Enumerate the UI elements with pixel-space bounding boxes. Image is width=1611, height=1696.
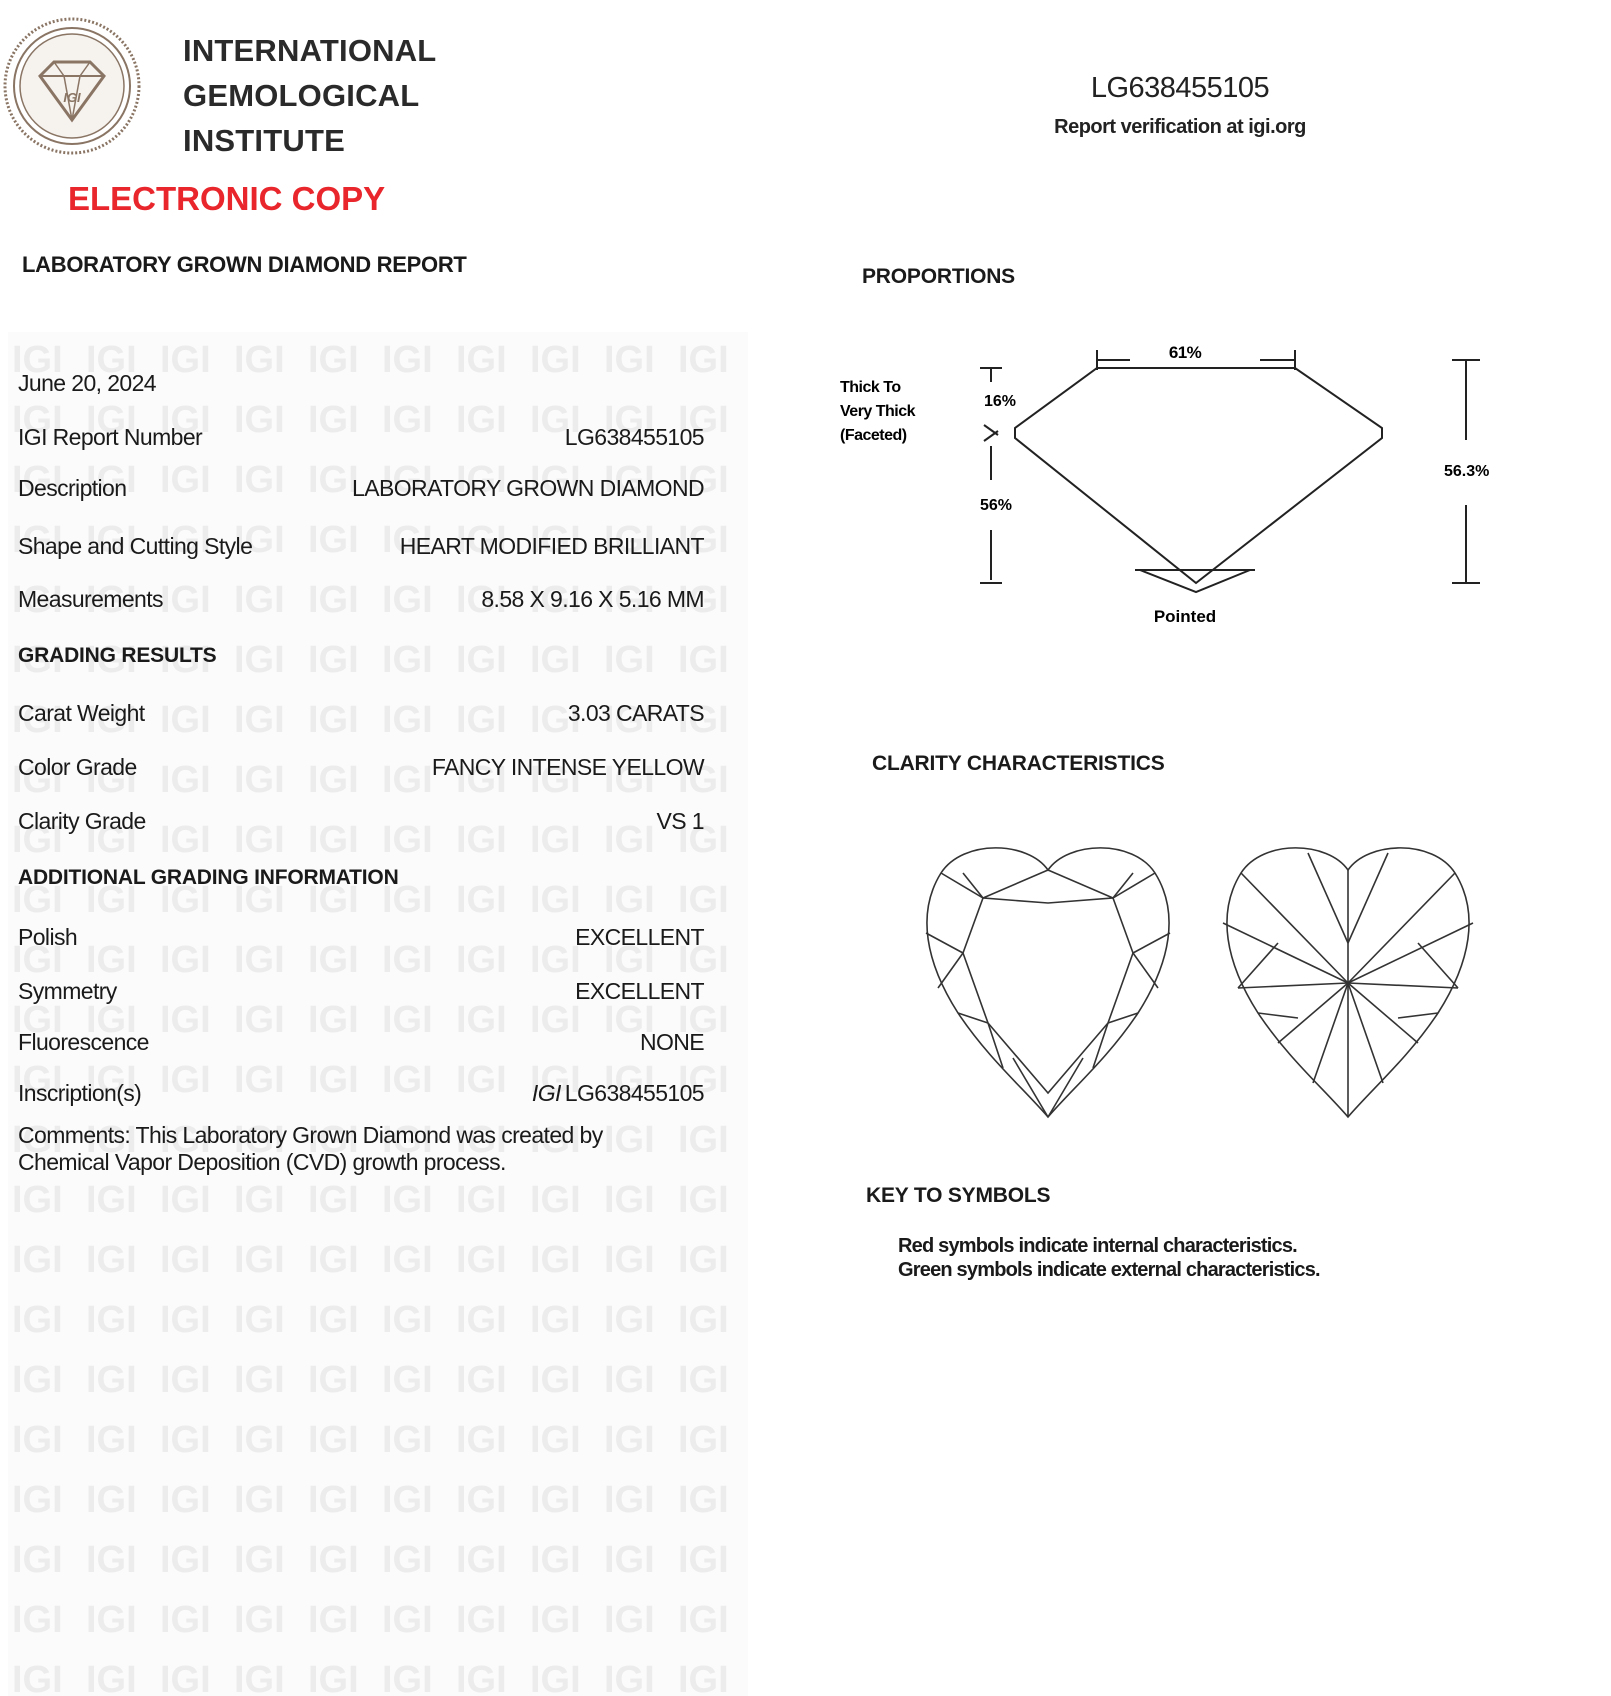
field-row-measurements [18, 586, 704, 620]
field-row-fluorescence [18, 1029, 704, 1063]
key-to-symbols-text [898, 1234, 1320, 1282]
field-label: Clarity Grade [18, 808, 146, 834]
institute-line-3: INSTITUTE [183, 123, 345, 158]
field-row-polish [18, 924, 704, 958]
field-value: FANCY INTENSE YELLOW [431, 754, 704, 780]
field-value: EXCELLENT [575, 924, 704, 950]
field-value: EXCELLENT [575, 978, 704, 1004]
field-label: Description [18, 475, 127, 501]
report-title: LABORATORY GROWN DIAMOND REPORT [22, 252, 467, 277]
field-row-clarity-grade [18, 808, 704, 842]
key-to-symbols-heading: KEY TO SYMBOLS [866, 1184, 1051, 1207]
field-value: LG638455105 [564, 424, 704, 450]
field-value: LABORATORY GROWN DIAMOND [352, 475, 704, 501]
field-label: Shape and Cutting Style [18, 533, 253, 559]
total-depth-percent: 56.3% [1444, 463, 1490, 480]
culet-label: Pointed [1153, 607, 1217, 626]
institute-name [183, 28, 436, 163]
igi-inscription-logo: IGI [531, 1080, 561, 1106]
table-percent: 61% [1168, 343, 1202, 362]
key-line-green: Green symbols indicate external characteristics. [898, 1259, 1320, 1281]
field-label: Symmetry [18, 978, 117, 1004]
field-label: Fluorescence [18, 1029, 149, 1055]
field-row-carat-weight [18, 700, 704, 734]
report-date-row [18, 370, 704, 404]
additional-grading-heading: ADDITIONAL GRADING INFORMATION [18, 866, 399, 889]
electronic-copy-label: ELECTRONIC COPY [68, 180, 386, 217]
clarity-characteristics-heading: CLARITY CHARACTERISTICS [872, 752, 1165, 775]
field-label: Carat Weight [18, 700, 145, 726]
grading-results-heading: GRADING RESULTS [18, 644, 217, 667]
field-value: NONE [639, 1029, 704, 1055]
girdle-line-3: (Faceted) [840, 427, 907, 444]
field-label: Polish [18, 924, 78, 950]
field-label: Inscription(s) [18, 1080, 142, 1106]
field-label: Measurements [18, 586, 163, 612]
field-value: 3.03 CARATS [567, 700, 704, 726]
proportions-heading: PROPORTIONS [862, 265, 1015, 288]
report-number-top: LG638455105 [1090, 72, 1270, 104]
crown-height-percent: 16% [983, 393, 1017, 410]
institute-line-1: INTERNATIONAL [183, 33, 437, 68]
igi-seal-logo [2, 16, 142, 156]
field-row-report-number [18, 424, 704, 458]
field-value [532, 1080, 704, 1107]
field-row-symmetry [18, 978, 704, 1012]
comments-text: Comments: This Laboratory Grown Diamond was created by Chemical Vapor Deposition (CVD) growth process. [18, 1122, 603, 1175]
institute-line-2: GEMOLOGICAL [183, 78, 420, 113]
field-value: HEART MODIFIED BRILLIANT [399, 533, 704, 559]
key-line-red: Red symbols indicate internal characteristics. [898, 1235, 1297, 1257]
field-value: 8.58 X 9.16 X 5.16 MM [481, 586, 704, 612]
svg-text:IGI: IGI [63, 90, 81, 105]
proportions-diagram [840, 330, 1500, 640]
girdle-line-1: Thick To [840, 379, 901, 396]
report-date: June 20, 2024 [18, 370, 156, 396]
inscription-value: LG638455105 [564, 1080, 704, 1106]
field-row-shape [18, 533, 704, 567]
field-label: Color Grade [18, 754, 137, 780]
girdle-line-2: Very Thick [840, 403, 916, 420]
pavilion-depth-percent: 56% [979, 497, 1013, 514]
report-verification-link[interactable]: Report verification at igi.org [1054, 116, 1306, 138]
field-row-inscription [18, 1080, 704, 1114]
clarity-plot-diagram [918, 843, 1488, 1120]
field-row-color-grade [18, 754, 704, 788]
field-value: VS 1 [656, 808, 704, 834]
field-label: IGI Report Number [18, 424, 203, 450]
field-row-description [18, 475, 704, 509]
